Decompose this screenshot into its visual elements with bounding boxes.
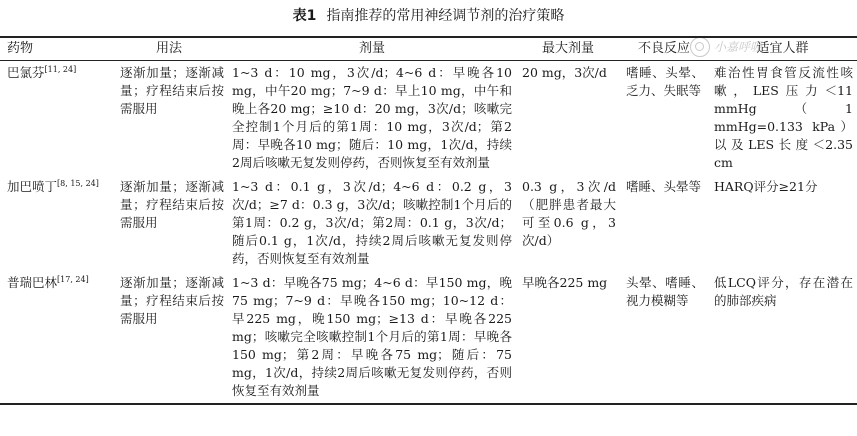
table-row bbox=[0, 271, 857, 404]
drug-name: 巴氯芬 bbox=[7, 65, 45, 80]
population-cell: 难治性胃食管反流性咳嗽，LES压力＜11 mmHg（1 mmHg=0.133 kPa）以及LES长度＜2.35 cm bbox=[714, 65, 853, 170]
max-dose-cell: 早晚各225 mg bbox=[522, 275, 608, 290]
drug-reference: [17, 24] bbox=[57, 274, 89, 284]
header-dose: 剂量 bbox=[358, 41, 385, 56]
treatment-strategy-table bbox=[0, 36, 857, 405]
usage-cell: 逐渐加量；逐渐减量；疗程结束后按需服用 bbox=[120, 179, 224, 230]
header-adverse: 不良反应 bbox=[637, 41, 690, 56]
header-drug: 药物 bbox=[7, 41, 34, 56]
usage-cell: 逐渐加量；逐渐减量；疗程结束后按需服用 bbox=[120, 65, 224, 116]
header-max-dose: 最大剂量 bbox=[541, 41, 594, 56]
table-number: 表1 bbox=[292, 8, 317, 24]
drug-reference: [11, 24] bbox=[44, 64, 77, 74]
adverse-cell: 头晕、嗜睡、视力模糊等 bbox=[626, 275, 704, 308]
usage-cell: 逐渐加量；逐渐减量；疗程结束后按需服用 bbox=[120, 275, 224, 326]
header-population: 适宜人群 bbox=[756, 41, 809, 56]
drug-cell bbox=[0, 175, 110, 271]
table-row bbox=[0, 61, 857, 176]
dose-cell: 1~3 d：0.1 g，3次/d；4~6 d：0.2 g，3次/d；≥7 d：0.3 g，3次/d；咳嗽控制1个月后的第1周：0.2 g，3次/d；第2周：0.1 g，3次/d；随后0.1 g，1次/d，持续2周后咳嗽无复发则停药，否则恢复至有效剂量 bbox=[232, 179, 512, 266]
population-cell: HARQ评分≥21分 bbox=[714, 179, 818, 194]
table-title: 指南推荐的常用神经调节剂的治疗策略 bbox=[326, 8, 565, 24]
drug-cell bbox=[0, 271, 110, 404]
max-dose-cell: 0.3 g，3次/d（肥胖患者最大可至0.6 g，3次/d） bbox=[522, 179, 616, 248]
watermark-text: 小嘉呼吸 bbox=[714, 40, 763, 54]
table-row bbox=[0, 175, 857, 271]
header-usage: 用法 bbox=[155, 41, 182, 56]
dose-cell: 1~3 d：早晚各75 mg；4~6 d：早150 mg，晚75 mg；7~9 d：早晚各150 mg；10~12 d：早225 mg，晚150 mg；≥13 d：早晚各225 mg；咳嗽完全咳嗽控制1个月后的第1周：早晚各150 mg；第2周：早晚各75 mg；随后：75 mg，1次/d，持续2周后咳嗽无复发则停药，否则恢复至有效剂量 bbox=[232, 275, 512, 398]
adverse-cell: 嗜睡、头晕等 bbox=[626, 179, 702, 194]
drug-name: 普瑞巴林 bbox=[7, 275, 58, 290]
drug-name: 加巴喷丁 bbox=[7, 179, 58, 194]
dose-cell: 1~3 d：10 mg，3次/d；4~6 d：早晚各10 mg，中午20 mg；7~9 d：早上10 mg，中午和晚上各20 mg；≥10 d：20 mg，3次/d；咳嗽完全控制1个月后的第1周：10 mg，3次/d；第2周：早晚各10 mg；随后：10 mg，1次/d，持续2周后咳嗽无复发则停药，否则恢复至有效剂量 bbox=[232, 65, 512, 170]
adverse-cell: 嗜睡、头晕、乏力、失眠等 bbox=[626, 65, 704, 98]
drug-cell bbox=[0, 61, 110, 176]
max-dose-cell: 20 mg，3次/d bbox=[522, 65, 607, 80]
table-caption bbox=[0, 6, 857, 26]
population-cell: 低LCQ评分，存在潜在的肺部疾病 bbox=[714, 275, 853, 308]
drug-reference: [8, 15, 24] bbox=[57, 178, 99, 188]
table-header-row bbox=[0, 37, 857, 61]
